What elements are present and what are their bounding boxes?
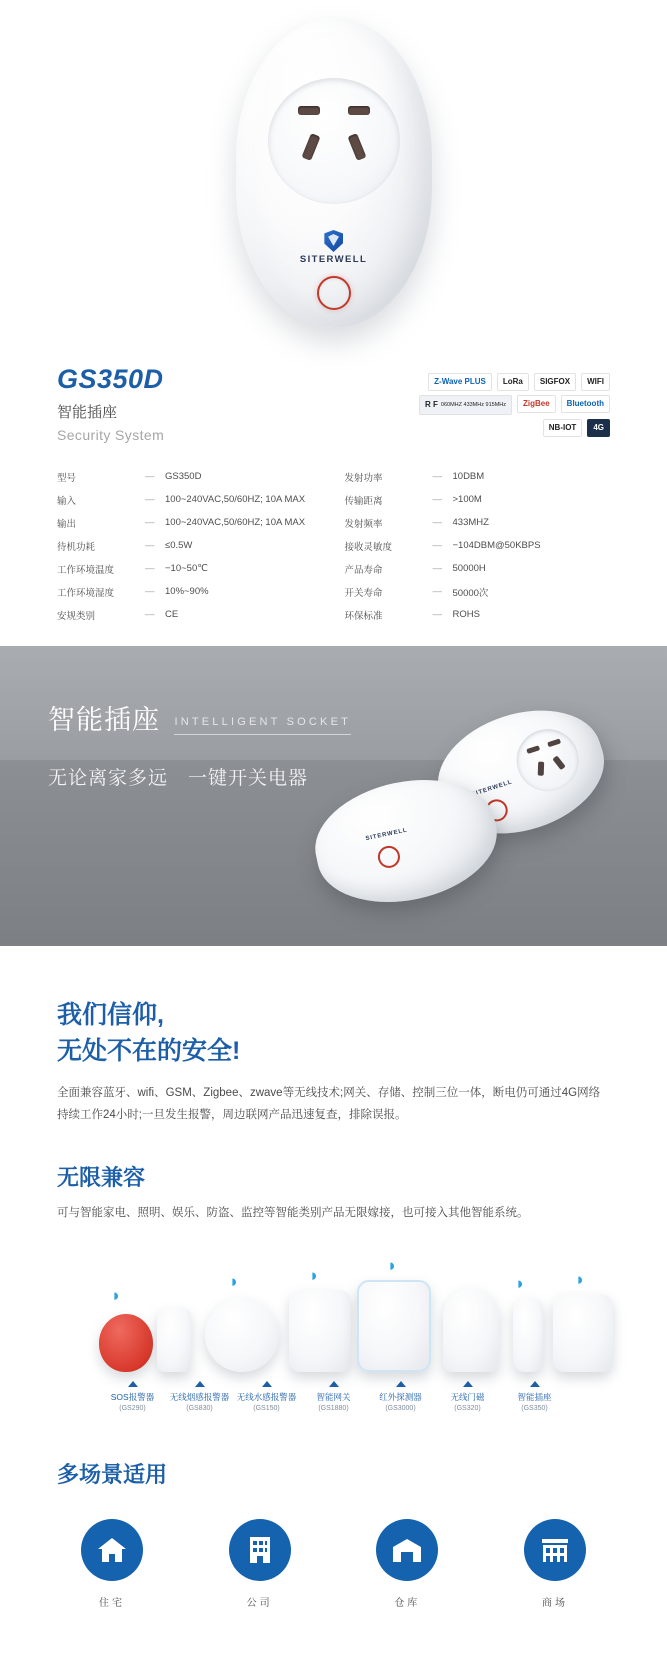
socket-pin-icon xyxy=(348,106,370,115)
spec-dash: — xyxy=(145,471,155,482)
scene-icon-circle xyxy=(376,1519,438,1581)
pointer-arrow-icon xyxy=(530,1381,540,1387)
badge-label: 4G xyxy=(593,423,604,432)
scene-icon-circle xyxy=(229,1519,291,1581)
spec-value: >100M xyxy=(452,494,482,505)
house-icon xyxy=(97,1536,127,1564)
spec-label: 传输距离 xyxy=(344,495,383,507)
belief-paragraph: 全面兼容蓝牙、wifi、GSM、Zigbee、zwave等无线技术;网关、存储、控制三位一体，断电仍可通过4G网络持续工作24小时;一旦发生报警，周边联网产品迅速复查，排除误报。 xyxy=(57,1087,601,1122)
marketing-banner xyxy=(0,646,667,946)
badge-label: SIGFOX xyxy=(539,377,571,386)
mall-icon xyxy=(540,1536,570,1564)
scene-list xyxy=(57,1519,610,1609)
wifi-signal-icon: ◗ xyxy=(387,1256,398,1276)
lineup-label-item xyxy=(233,1381,300,1412)
device-lineup-labels xyxy=(57,1381,610,1412)
spec-value: 50000H xyxy=(452,563,486,574)
device-name: 无线门磁 xyxy=(450,1392,485,1403)
wifi-signal-icon: ◗ xyxy=(111,1286,122,1306)
badge-zigbee xyxy=(517,395,556,413)
socket-pin-icon xyxy=(538,762,544,776)
wifi-signal-icon: ◗ xyxy=(229,1272,240,1292)
scenes-heading: 多场景适用 xyxy=(57,1462,168,1488)
socket-pin-icon xyxy=(301,133,320,161)
lineup-label-item xyxy=(166,1381,233,1412)
device-code: (GS320) xyxy=(454,1405,481,1413)
spec-label: 产品寿命 xyxy=(344,564,383,576)
scene-item-mall xyxy=(500,1519,610,1609)
device-smart-gateway xyxy=(357,1280,431,1372)
scene-icon-circle xyxy=(524,1519,586,1581)
office-building-icon xyxy=(248,1535,272,1565)
socket-outlet-face xyxy=(268,78,400,204)
badge-wifi xyxy=(581,373,610,391)
spec-label: 开关寿命 xyxy=(344,587,383,599)
spec-label: 接收灵敏度 xyxy=(344,541,393,553)
spec-value: 100~240VAC,50/60HZ; 10A MAX xyxy=(165,517,306,528)
spec-row xyxy=(57,511,323,534)
product-title-block xyxy=(0,360,667,443)
pointer-arrow-icon xyxy=(195,1381,205,1387)
pointer-arrow-icon xyxy=(329,1381,339,1387)
lineup-label-item xyxy=(99,1381,166,1412)
spec-dash: — xyxy=(432,471,442,482)
pointer-arrow-icon xyxy=(463,1381,473,1387)
device-smoke-detector-side xyxy=(157,1308,191,1372)
spec-row xyxy=(345,534,611,557)
socket-pin-icon xyxy=(547,738,561,747)
brand-name: SITERWELL xyxy=(365,827,409,843)
device-door-sensor xyxy=(513,1298,543,1372)
pointer-arrow-icon xyxy=(262,1381,272,1387)
spec-row xyxy=(57,465,323,488)
device-lineup xyxy=(57,1252,610,1412)
scene-label: 仓库 xyxy=(394,1598,421,1610)
badge-lora xyxy=(497,373,529,391)
shield-icon xyxy=(324,230,343,252)
scenes-section xyxy=(0,1412,667,1657)
spec-value: ≤0.5W xyxy=(165,540,193,551)
device-name: 红外探测器 xyxy=(379,1392,422,1403)
spec-value: −10~50℃ xyxy=(165,563,208,574)
badge-rf xyxy=(419,395,512,415)
badge-label: Z-Wave PLUS xyxy=(434,377,486,386)
badge-zwave xyxy=(428,373,492,391)
hero-product-image xyxy=(0,0,667,360)
spec-dash: — xyxy=(432,494,442,505)
spec-value: 10DBM xyxy=(452,471,485,482)
belief-section xyxy=(0,946,667,1127)
belief-heading xyxy=(57,998,610,1069)
brand-logo xyxy=(300,230,367,265)
socket-outlet-face xyxy=(509,721,587,799)
scene-item-company xyxy=(205,1519,315,1609)
pointer-arrow-icon xyxy=(128,1381,138,1387)
spec-value: 10%~90% xyxy=(165,586,209,597)
compatibility-heading: 无限兼容 xyxy=(57,1164,146,1190)
spec-dash: — xyxy=(145,563,155,574)
product-name-cn: 智能插座 xyxy=(57,404,118,421)
spec-label: 工作环境湿度 xyxy=(57,587,115,599)
power-button-ring-icon xyxy=(376,844,402,870)
socket-pin-icon xyxy=(298,106,320,115)
scene-label: 住宅 xyxy=(99,1598,125,1610)
product-name-en: Security System xyxy=(57,427,165,443)
badge-label: Bluetooth xyxy=(566,399,604,408)
socket-pin-icon xyxy=(552,755,565,770)
device-code: (GS3000) xyxy=(385,1405,416,1413)
spec-label: 型号 xyxy=(57,472,77,484)
brand-name: SITERWELL xyxy=(470,779,514,799)
spec-dash: — xyxy=(432,540,442,551)
spec-value: GS350D xyxy=(165,471,202,482)
device-name: SOS报警器 xyxy=(110,1392,155,1403)
spec-label: 环保标准 xyxy=(344,610,383,622)
spec-dash: — xyxy=(145,609,155,620)
spec-row xyxy=(345,465,611,488)
spec-row xyxy=(57,580,323,603)
device-code: (GS150) xyxy=(253,1405,280,1413)
spec-label: 发射频率 xyxy=(344,518,383,530)
spec-row xyxy=(345,580,611,603)
device-name: 智能网关 xyxy=(316,1392,351,1403)
banner-subtitle: 无论离家多远 一键开关电器 xyxy=(48,768,309,789)
banner-title-en: INTELLIGENT SOCKET xyxy=(174,715,352,728)
device-name: 无线水感报警器 xyxy=(236,1392,297,1403)
spec-row xyxy=(345,603,611,626)
badge-label: NB-IOT xyxy=(548,423,577,432)
spec-value: −104DBM@50KBPS xyxy=(452,540,541,551)
spec-dash: — xyxy=(145,494,155,505)
spec-value: ROHS xyxy=(452,609,480,620)
scene-item-warehouse xyxy=(352,1519,462,1609)
badge-label: R F xyxy=(425,400,438,409)
spec-label: 待机功耗 xyxy=(57,541,96,553)
spec-value: 50000次 xyxy=(452,587,489,599)
lineup-label-item xyxy=(300,1381,367,1412)
compatibility-paragraph: 可与智能家电、照明、娱乐、防盗、监控等智能类别产品无限嫁接，也可接入其他智能系统。 xyxy=(57,1206,529,1219)
device-water-sensor xyxy=(289,1290,351,1372)
spec-label: 输入 xyxy=(57,495,77,507)
scene-label: 商场 xyxy=(541,1598,568,1610)
badge-nbiot xyxy=(543,419,583,437)
product-model: GS350D xyxy=(57,364,164,394)
spec-row xyxy=(345,488,611,511)
spec-value: CE xyxy=(165,609,179,620)
wifi-signal-icon: ◗ xyxy=(515,1274,526,1294)
badge-label: ZigBee xyxy=(523,399,550,408)
badge-sigfox xyxy=(534,373,576,391)
belief-heading-line2: 无处不在的安全! xyxy=(57,1036,241,1065)
scene-icon-circle xyxy=(81,1519,143,1581)
spec-dash: — xyxy=(145,586,155,597)
spec-row xyxy=(57,557,323,580)
spec-label: 输出 xyxy=(57,518,77,530)
banner-product-photo xyxy=(309,704,609,904)
badge-4g xyxy=(587,419,610,437)
spec-dash: — xyxy=(432,586,442,597)
wifi-signal-icon: ◗ xyxy=(575,1270,586,1290)
spec-row xyxy=(57,603,323,626)
wifi-signal-icon: ◗ xyxy=(309,1266,320,1286)
device-code: (GS1880) xyxy=(318,1405,349,1413)
spec-row xyxy=(345,557,611,580)
spec-row xyxy=(57,488,323,511)
spec-value: 433MHZ xyxy=(452,517,489,528)
spec-label: 工作环境温度 xyxy=(57,564,115,576)
compatibility-section xyxy=(0,1127,667,1412)
spec-label: 发射功率 xyxy=(344,472,383,484)
scene-item-residence xyxy=(57,1519,167,1609)
lineup-label-item xyxy=(367,1381,434,1412)
power-button-ring-icon xyxy=(317,276,351,310)
badge-bluetooth xyxy=(561,395,610,413)
device-code: (GS290) xyxy=(119,1405,146,1413)
device-smoke-alarm xyxy=(205,1298,279,1372)
socket-pin-icon xyxy=(526,745,540,754)
spec-row xyxy=(345,511,611,534)
spec-table xyxy=(0,465,667,646)
device-infrared-detector xyxy=(443,1288,499,1372)
protocol-badge-list xyxy=(405,373,610,437)
badge-label: LoRa xyxy=(502,377,523,386)
spec-dash: — xyxy=(145,540,155,551)
spec-row xyxy=(57,534,323,557)
belief-heading-line1: 我们信仰, xyxy=(57,1001,164,1029)
device-name: 无线烟感报警器 xyxy=(169,1392,230,1403)
device-code: (GS830) xyxy=(186,1405,213,1413)
spec-value: 100~240VAC,50/60HZ; 10A MAX xyxy=(165,494,306,505)
warehouse-icon xyxy=(392,1536,422,1564)
banner-text-group xyxy=(48,698,351,790)
pointer-arrow-icon xyxy=(396,1381,406,1387)
badge-sub-label: 060MHZ 433MHz 915MHz xyxy=(440,401,506,408)
device-smart-socket xyxy=(553,1294,613,1372)
lineup-label-item xyxy=(434,1381,501,1412)
spec-dash: — xyxy=(432,609,442,620)
scene-label: 公司 xyxy=(246,1598,273,1610)
spec-dash: — xyxy=(432,517,442,528)
smart-socket-illustration xyxy=(236,18,432,328)
device-code: (GS350) xyxy=(521,1405,548,1413)
socket-pin-icon xyxy=(347,133,366,161)
brand-name: SITERWELL xyxy=(299,254,368,265)
badge-label: WIFI xyxy=(587,377,604,386)
banner-title-cn: 智能插座 xyxy=(48,705,160,735)
spec-label: 安规类别 xyxy=(57,610,96,622)
spec-dash: — xyxy=(145,517,155,528)
lineup-label-item xyxy=(501,1381,568,1412)
device-sos-alarm xyxy=(99,1314,153,1372)
spec-dash: — xyxy=(432,563,442,574)
device-name: 智能插座 xyxy=(517,1392,552,1403)
